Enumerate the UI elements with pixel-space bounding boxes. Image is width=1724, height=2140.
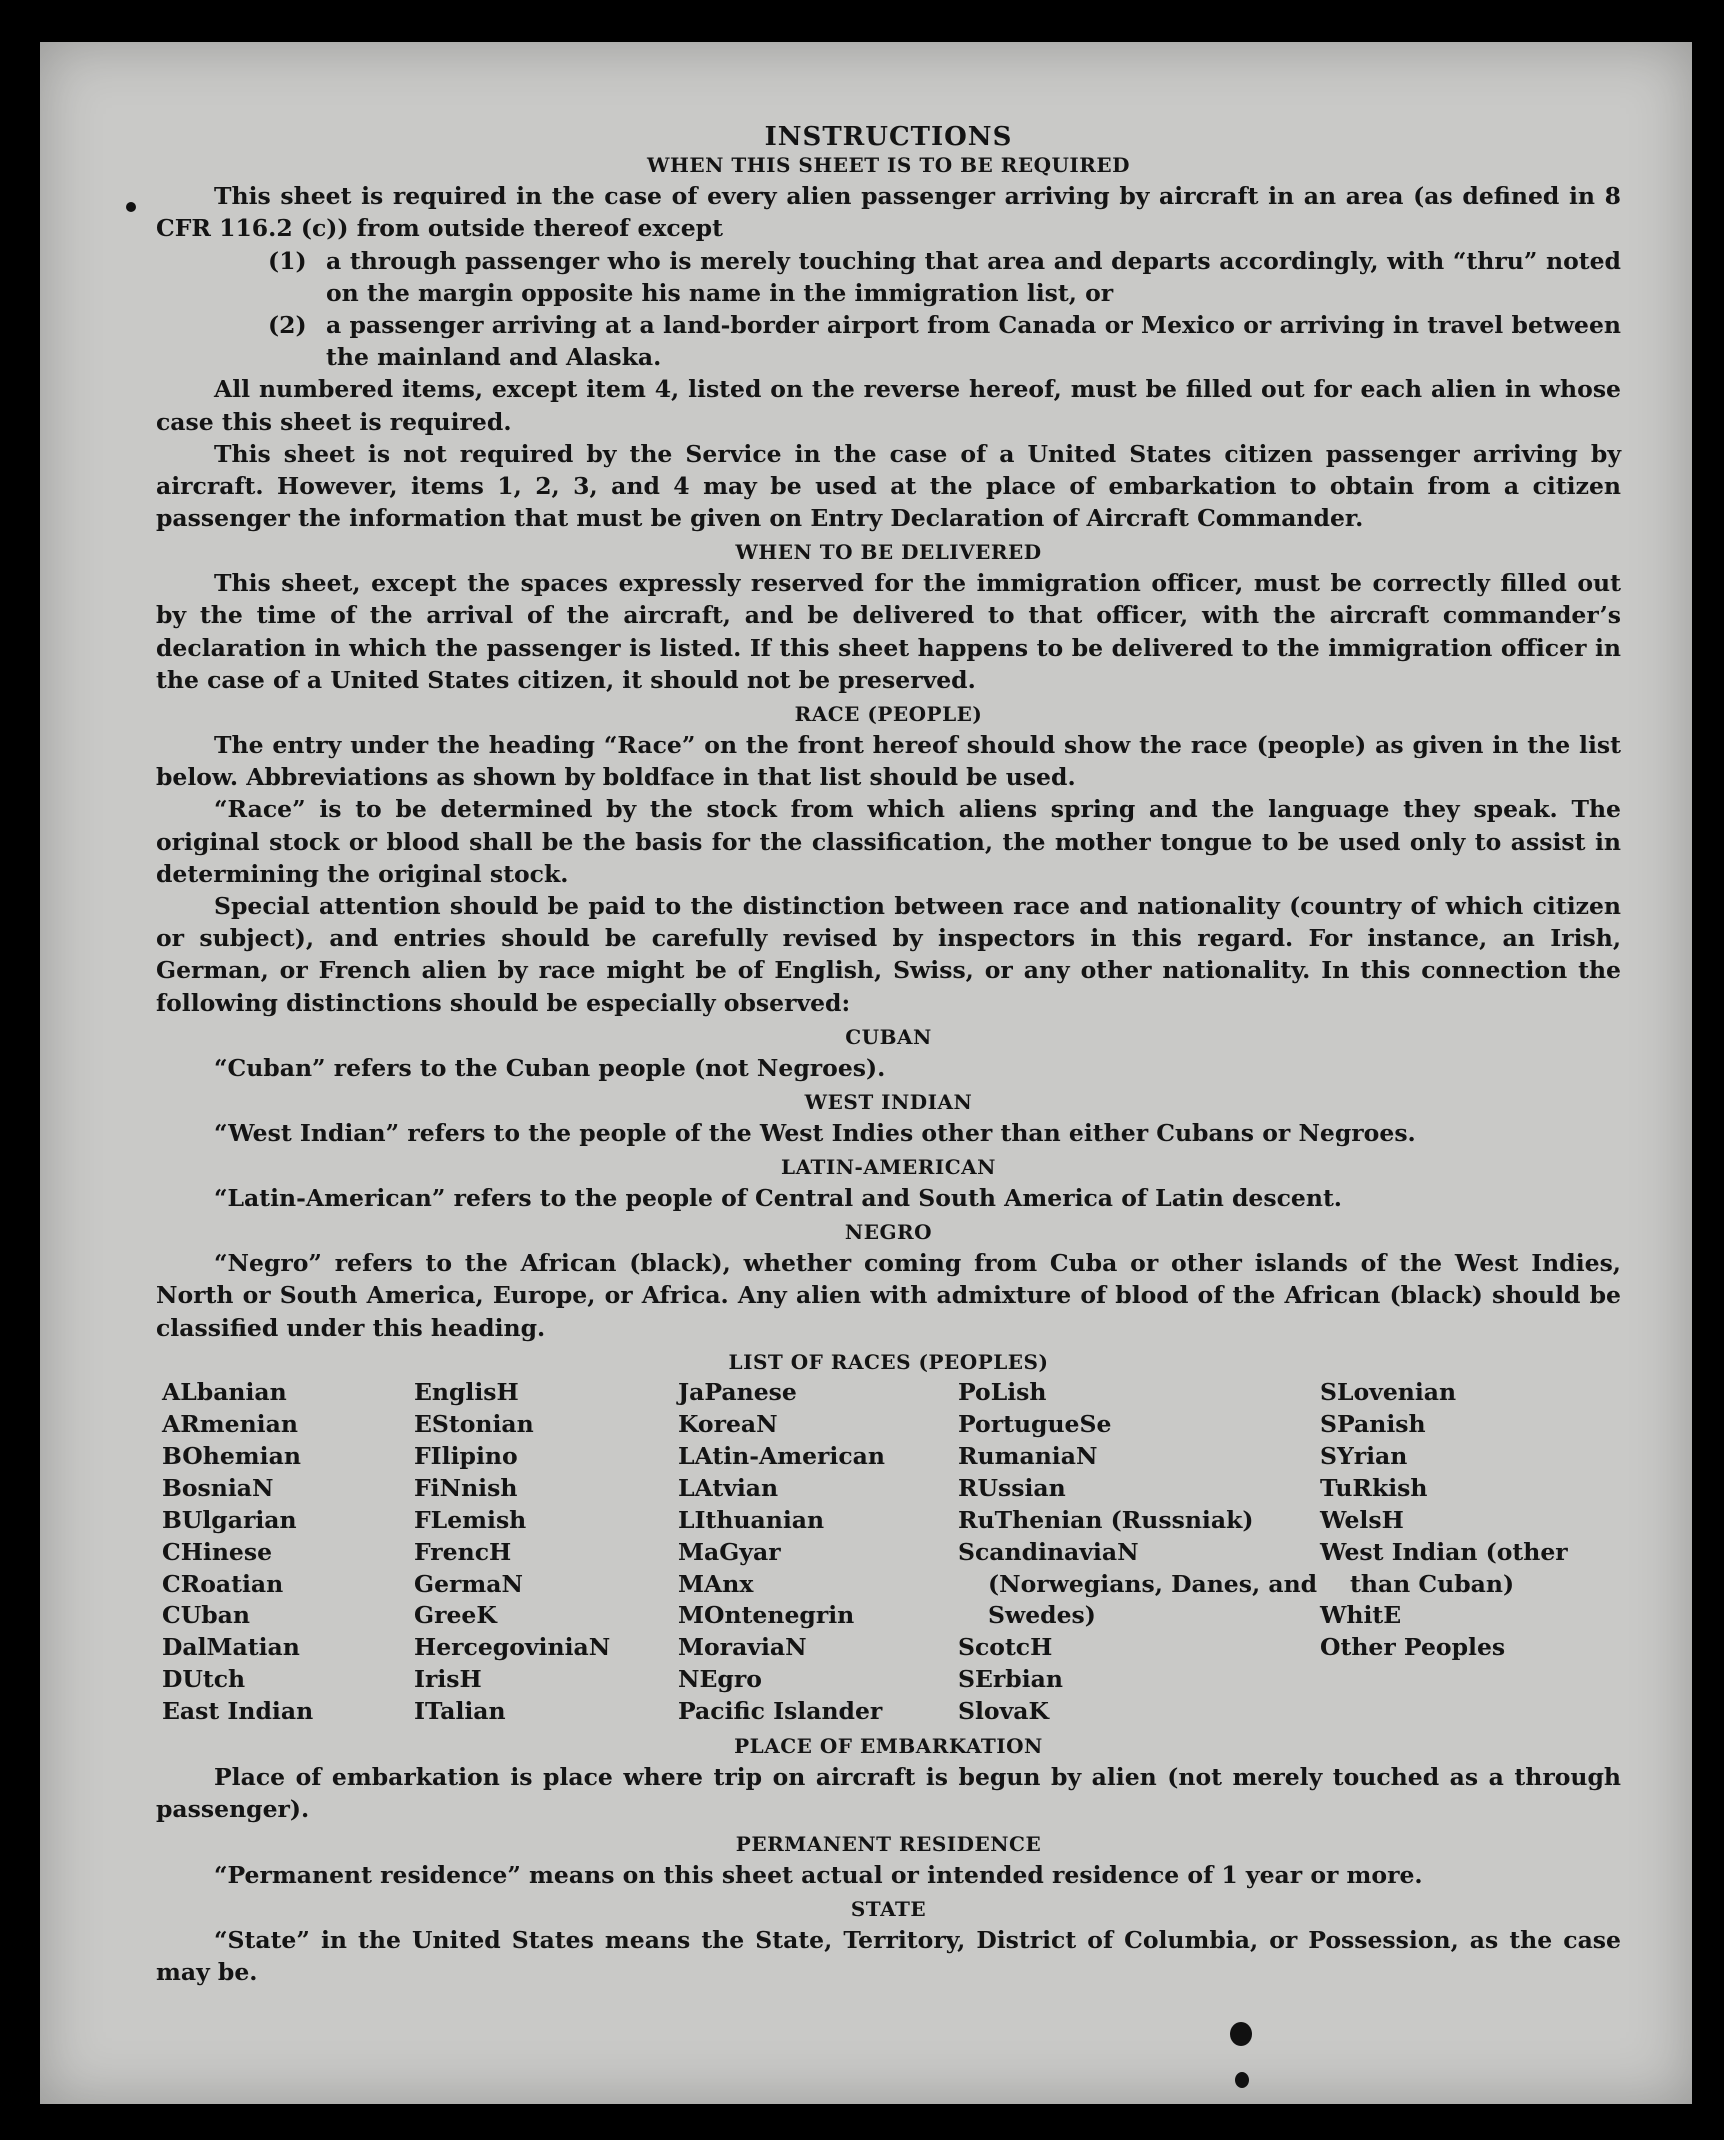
race-list-item: Other Peoples xyxy=(1320,1633,1506,1662)
race-list-item: WhitE xyxy=(1320,1601,1402,1630)
race-list-item: West Indian (other than Cuban) xyxy=(1320,1537,1568,1598)
race-list-item: SlovaK xyxy=(958,1697,1049,1726)
heading-state: STATE xyxy=(850,1896,927,1921)
race-list-item: East Indian xyxy=(162,1697,314,1726)
race-list-item: GermaN xyxy=(414,1569,523,1598)
ink-blot xyxy=(1235,2072,1249,2088)
race-list-item: FrencH xyxy=(414,1537,512,1566)
ink-speck xyxy=(126,202,136,212)
exception-item-2 xyxy=(268,309,1621,373)
race-list-item: LAtin-American xyxy=(678,1441,885,1470)
heading-west-indian: WEST INDIAN xyxy=(804,1089,973,1114)
race-list-item: ScotcH xyxy=(958,1633,1053,1662)
race-list-item: CHinese xyxy=(162,1537,273,1566)
race-list-item: HercegoviniaN xyxy=(414,1633,611,1662)
instructions-body xyxy=(156,122,1621,1988)
paragraph-delivered: This sheet, except the spaces expressly reserved for the immigration officer, must be correctly filled out by the time of the arrival of the aircraft, and be delivered to that officer, with the aircraft commander’s declaration in which the passenger is listed. If this sheet happens to be delivered to the immigration officer in the case of a United States citizen, it should not be preserved. xyxy=(156,569,1621,694)
race-column-5 xyxy=(1320,1377,1590,1728)
race-list-item: WelsH xyxy=(1320,1505,1404,1534)
paragraph-required-1: This sheet is required in the case of every alien passenger arriving by aircraft in an area (as defined in 8 CFR 116.2 (c)) from outside thereof except xyxy=(156,182,1621,243)
ink-blot xyxy=(1230,2022,1252,2046)
paragraph-negro: “Negro” refers to the African (black), whether coming from Cuba or other islands of the West Indies, North or South America, Europe, or Africa. Any alien with admixture of blood of the African (black) should be classified under this heading. xyxy=(156,1249,1621,1342)
race-column-1 xyxy=(162,1377,414,1728)
page-title: INSTRUCTIONS xyxy=(764,122,1013,152)
race-list-item: MOntenegrin xyxy=(678,1601,855,1630)
race-list-item: DUtch xyxy=(162,1665,246,1694)
race-list-item: CRoatian xyxy=(162,1569,284,1598)
paragraph-residence: “Permanent residence” means on this sheet actual or intended residence of 1 year or more. xyxy=(214,1860,1423,1889)
race-list-item: EStonian xyxy=(414,1409,534,1438)
race-list-item: PortugueSe xyxy=(958,1409,1112,1438)
race-list-item: LAtvian xyxy=(678,1473,779,1502)
race-list-item: ALbanian xyxy=(162,1377,287,1406)
race-list-item: BosniaN xyxy=(162,1473,274,1502)
heading-when-delivered: WHEN TO BE DELIVERED xyxy=(735,540,1042,565)
heading-when-required: WHEN THIS SHEET IS TO BE REQUIRED xyxy=(647,153,1130,178)
race-list-item: RuThenian (Russniak) xyxy=(958,1505,1254,1534)
race-list-item: GreeK xyxy=(414,1601,497,1630)
race-list-item: NEgro xyxy=(678,1665,762,1694)
race-list-item: IrisH xyxy=(414,1665,482,1694)
race-list-item: SYrian xyxy=(1320,1441,1408,1470)
paragraph-required-3: This sheet is not required by the Service in the case of a United States citizen passenger arriving by aircraft. However, items 1, 2, 3, and 4 may be used at the place of embarkation to obtain from a citizen passenger the information that must be given on Entry Declaration of Aircraft Commander. xyxy=(156,439,1621,533)
race-list xyxy=(162,1377,1621,1728)
race-list-item: RUssian xyxy=(958,1473,1066,1502)
heading-negro: NEGRO xyxy=(844,1220,933,1245)
race-list-item: MoraviaN xyxy=(678,1633,807,1662)
paragraph-race-2: “Race” is to be determined by the stock from which aliens spring and the language they speak. The original stock or blood shall be the basis for the classification, the mother tongue to be used only to assist in determining the original stock. xyxy=(156,795,1621,888)
race-list-item: FIlipino xyxy=(414,1441,518,1470)
race-list-item: MaGyar xyxy=(678,1537,781,1566)
exception-item-number: (1) xyxy=(268,246,307,275)
race-list-item: FLemish xyxy=(414,1505,527,1534)
heading-place-of-embarkation: PLACE OF EMBARKATION xyxy=(734,1734,1043,1759)
paragraph-west-indian: “West Indian” refers to the people of the West Indies other than either Cubans or Negroes. xyxy=(214,1118,1416,1147)
race-list-item: SPanish xyxy=(1320,1409,1426,1438)
race-list-item: DalMatian xyxy=(162,1633,300,1662)
race-list-item: ScandinaviaN (Norwegians, Danes, and Swedes) xyxy=(958,1537,1318,1630)
paragraph-latin-american: “Latin-American” refers to the people of Central and South America of Latin descent. xyxy=(214,1184,1342,1213)
race-list-item: LIthuanian xyxy=(678,1505,825,1534)
heading-permanent-residence: PERMANENT RESIDENCE xyxy=(735,1831,1042,1856)
race-list-item: CUban xyxy=(162,1601,250,1630)
race-list-item: SErbian xyxy=(958,1665,1063,1694)
race-list-item: EnglisH xyxy=(414,1377,519,1406)
race-list-item: PoLish xyxy=(958,1377,1047,1406)
race-column-2 xyxy=(414,1377,678,1728)
race-list-item: RumaniaN xyxy=(958,1441,1098,1470)
paragraph-race-1: The entry under the heading “Race” on the front hereof should show the race (people) as given in the list below. Abbreviations as shown by boldface in that list should be used. xyxy=(156,731,1621,792)
race-list-item: ITalian xyxy=(414,1697,506,1726)
paragraph-required-2: All numbered items, except item 4, listed on the reverse hereof, must be filled out for each alien in whose case this sheet is required. xyxy=(156,375,1621,436)
race-list-item: MAnx xyxy=(678,1569,754,1598)
race-list-item: SLovenian xyxy=(1320,1377,1457,1406)
heading-race: RACE (PEOPLE) xyxy=(794,702,983,726)
race-column-3 xyxy=(678,1377,958,1728)
document-page xyxy=(40,42,1692,2104)
paragraph-embarkation: Place of embarkation is place where trip on aircraft is begun by alien (not merely touched as a through passenger). xyxy=(156,1763,1621,1824)
race-list-item: TuRkish xyxy=(1320,1473,1428,1502)
race-column-4 xyxy=(958,1377,1320,1728)
race-list-item: JaPanese xyxy=(678,1377,797,1406)
heading-latin-american: LATIN-AMERICAN xyxy=(781,1155,996,1180)
exception-item-text: a through passenger who is merely touching that area and departs accordingly, with “thru” noted on the margin opposite his name in the immigration list, or xyxy=(326,246,1621,307)
paragraph-state: “State” in the United States means the State, Territory, District of Columbia, or Possession, as the case may be. xyxy=(156,1925,1621,1987)
race-list-item: KoreaN xyxy=(678,1409,778,1438)
exception-item-number: (2) xyxy=(268,310,307,339)
race-list-item: BUlgarian xyxy=(162,1505,297,1534)
race-list-item: FiNnish xyxy=(414,1473,518,1502)
race-list-item: BOhemian xyxy=(162,1441,301,1470)
race-list-item: Pacific Islander xyxy=(678,1697,883,1726)
heading-list-of-races: LIST OF RACES (PEOPLES) xyxy=(728,1349,1049,1374)
exception-item-1 xyxy=(268,245,1621,309)
heading-cuban: CUBAN xyxy=(845,1024,932,1049)
race-list-item: ARmenian xyxy=(162,1409,298,1438)
exception-item-text: a passenger arriving at a land-border airport from Canada or Mexico or arriving in travel between the mainland and Alaska. xyxy=(326,310,1621,372)
paragraph-race-3: Special attention should be paid to the distinction between race and nationality (country of which citizen or subject), and entries should be carefully revised by inspectors in this regard. For instance, an Irish, German, or French alien by race might be of English, Swiss, or any other nationality. In this connection the following distinctions should be especially observed: xyxy=(156,891,1621,1017)
paragraph-cuban: “Cuban” refers to the Cuban people (not Negroes). xyxy=(214,1053,886,1082)
